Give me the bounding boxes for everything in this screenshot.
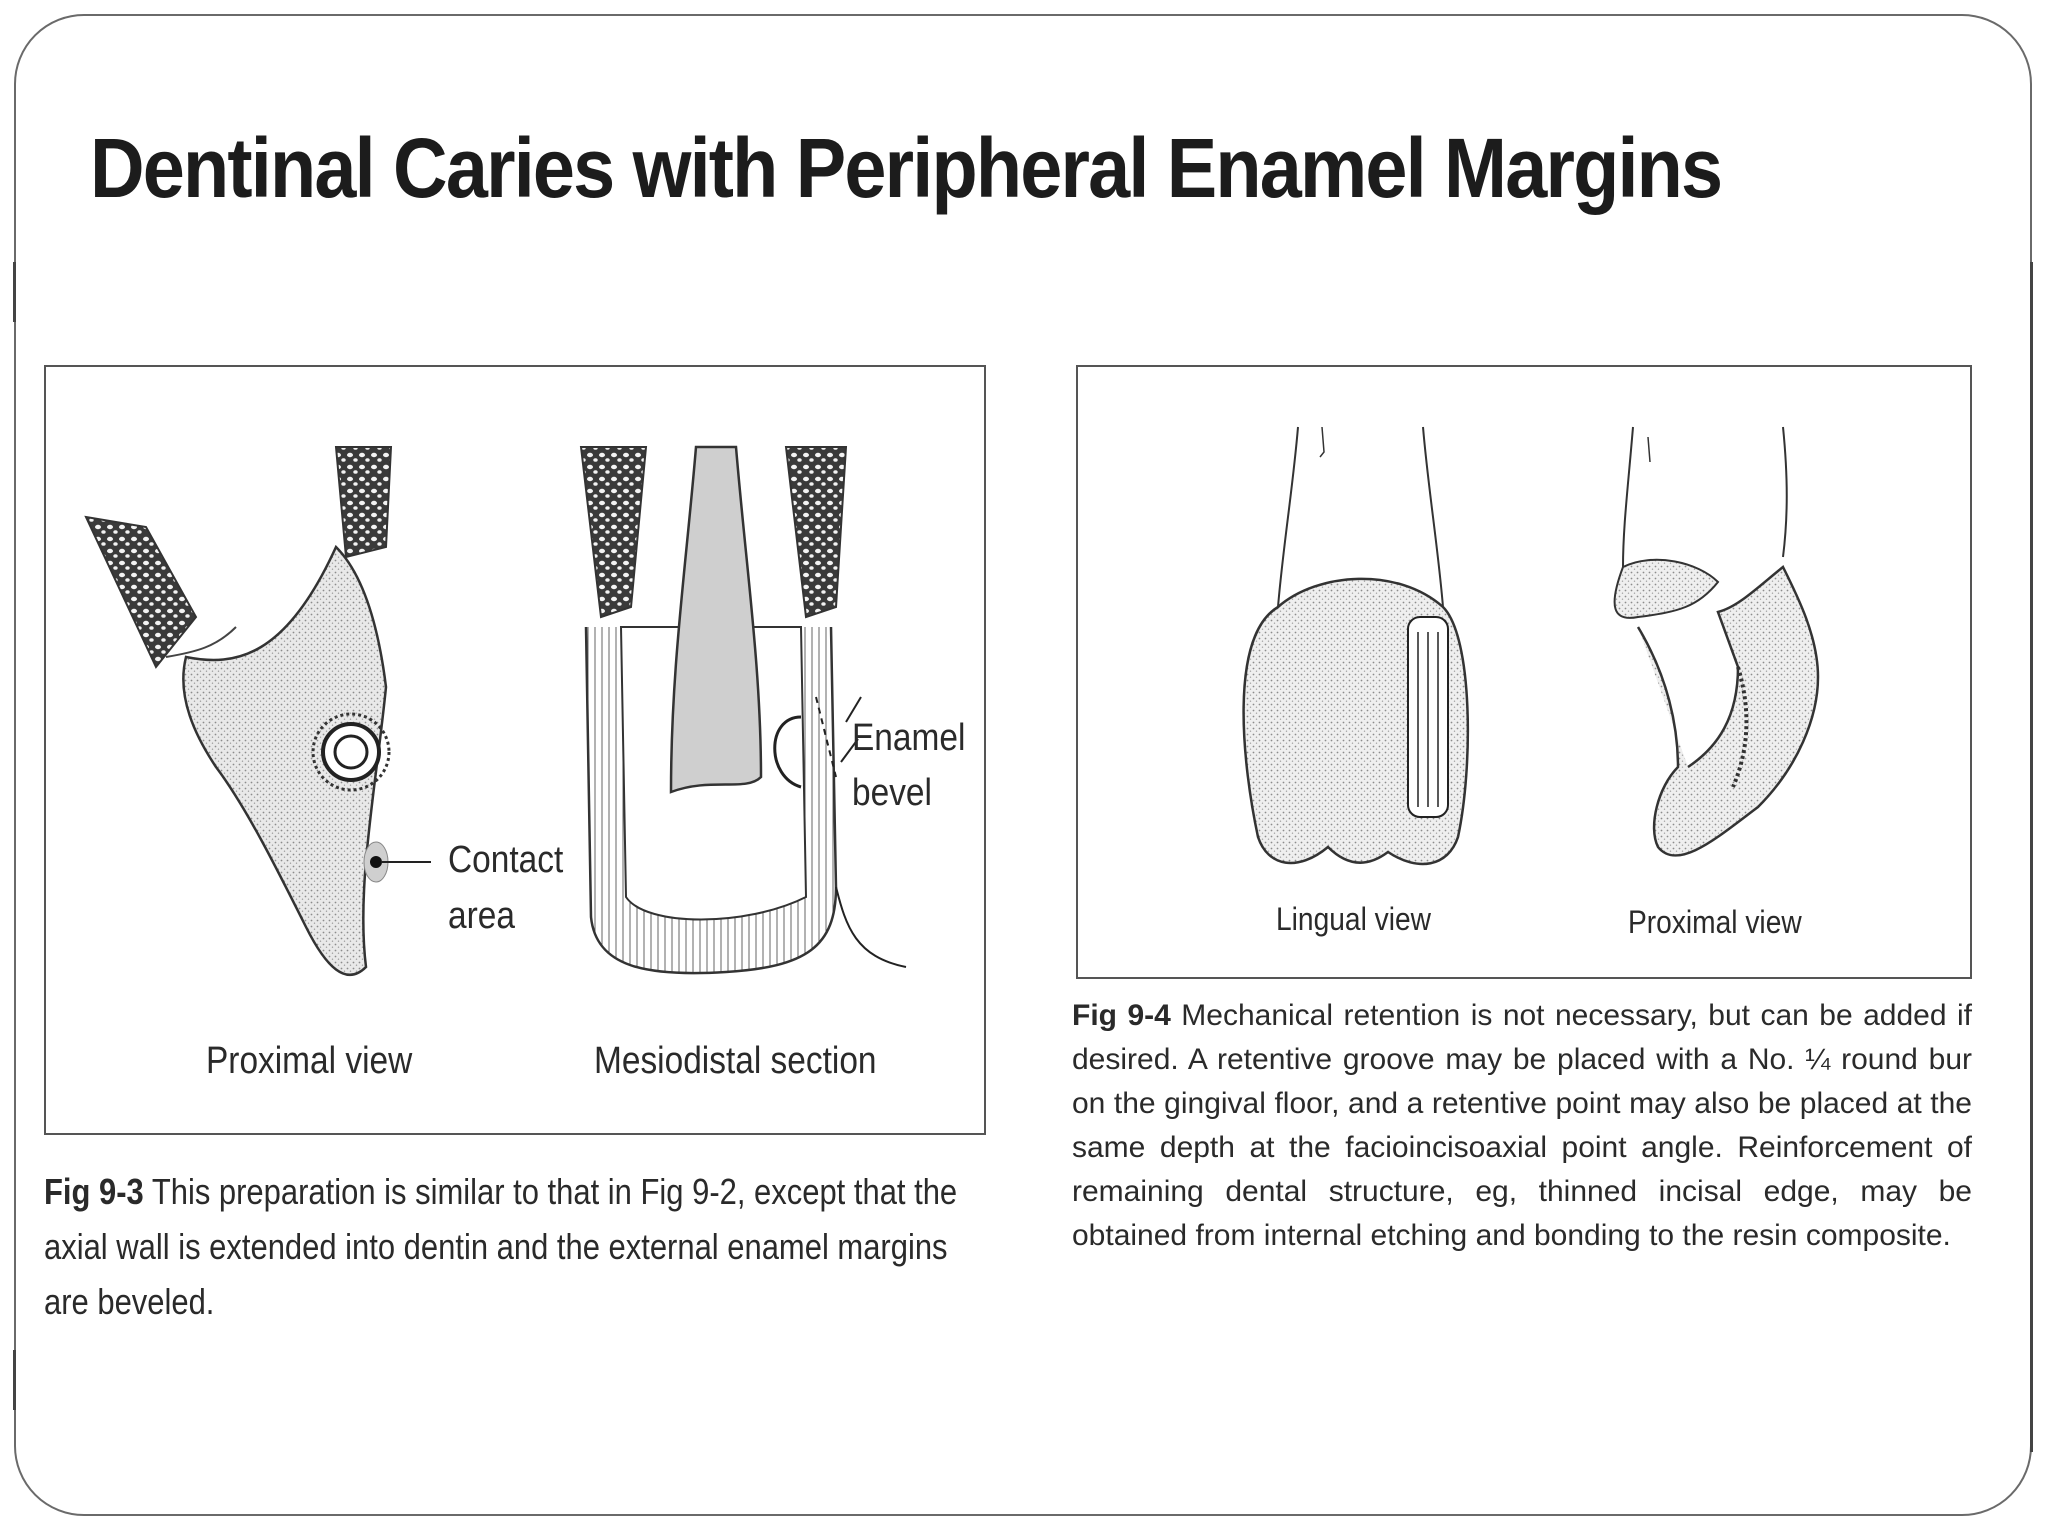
figure-9-3-caption-text: This preparation is similar to that in Fig 9-2, except that the axial wall is extended into dentin and the external enamel margins are beveled.	[44, 1171, 958, 1322]
proximal-view-right-label: Proximal view	[1628, 904, 1802, 940]
enamel-bevel-label-2: bevel	[852, 772, 932, 814]
slide-title: Dentinal Caries with Peripheral Enamel Margins	[90, 121, 1722, 215]
figure-9-3-caption	[44, 1164, 999, 1329]
left-edge-line	[13, 262, 16, 322]
figure-9-4-caption	[1072, 994, 1972, 1258]
figure-9-3-number: Fig 9-3	[44, 1171, 144, 1212]
figure-9-4-illustration	[1078, 367, 1972, 979]
right-edge-line	[2030, 262, 2033, 1452]
proximal-view-right-drawing	[1615, 427, 1818, 856]
left-edge-line-lower	[13, 1350, 16, 1410]
mesiodistal-section-drawing	[581, 447, 906, 973]
contact-area-label-1: Contact	[448, 839, 564, 881]
lingual-view-label: Lingual view	[1276, 901, 1431, 937]
lingual-view-drawing	[1244, 427, 1468, 864]
proximal-view-label: Proximal view	[206, 1040, 413, 1082]
enamel-bevel-label-1: Enamel	[852, 717, 966, 759]
figure-9-4-number: Fig 9-4	[1072, 999, 1171, 1032]
figure-9-4-caption-text: Mechanical retention is not necessary, but can be added if desired. A retentive groove may be placed with a No. ¼ round bur on the gingival floor, and a retentive point may also be placed at the same depth at the facioincisoaxial point angle. Reinforcement of remaining dental structure, eg, thinned incisal edge, may be obtained from internal etching and bonding to the resin composite.	[1072, 999, 1972, 1252]
figure-9-3-illustration	[46, 367, 986, 1135]
figure-9-3	[44, 365, 986, 1135]
contact-area-label-2: area	[448, 895, 515, 937]
figure-9-4	[1076, 365, 1972, 979]
mesiodistal-section-label: Mesiodistal section	[594, 1040, 877, 1082]
proximal-view-drawing	[86, 447, 431, 975]
